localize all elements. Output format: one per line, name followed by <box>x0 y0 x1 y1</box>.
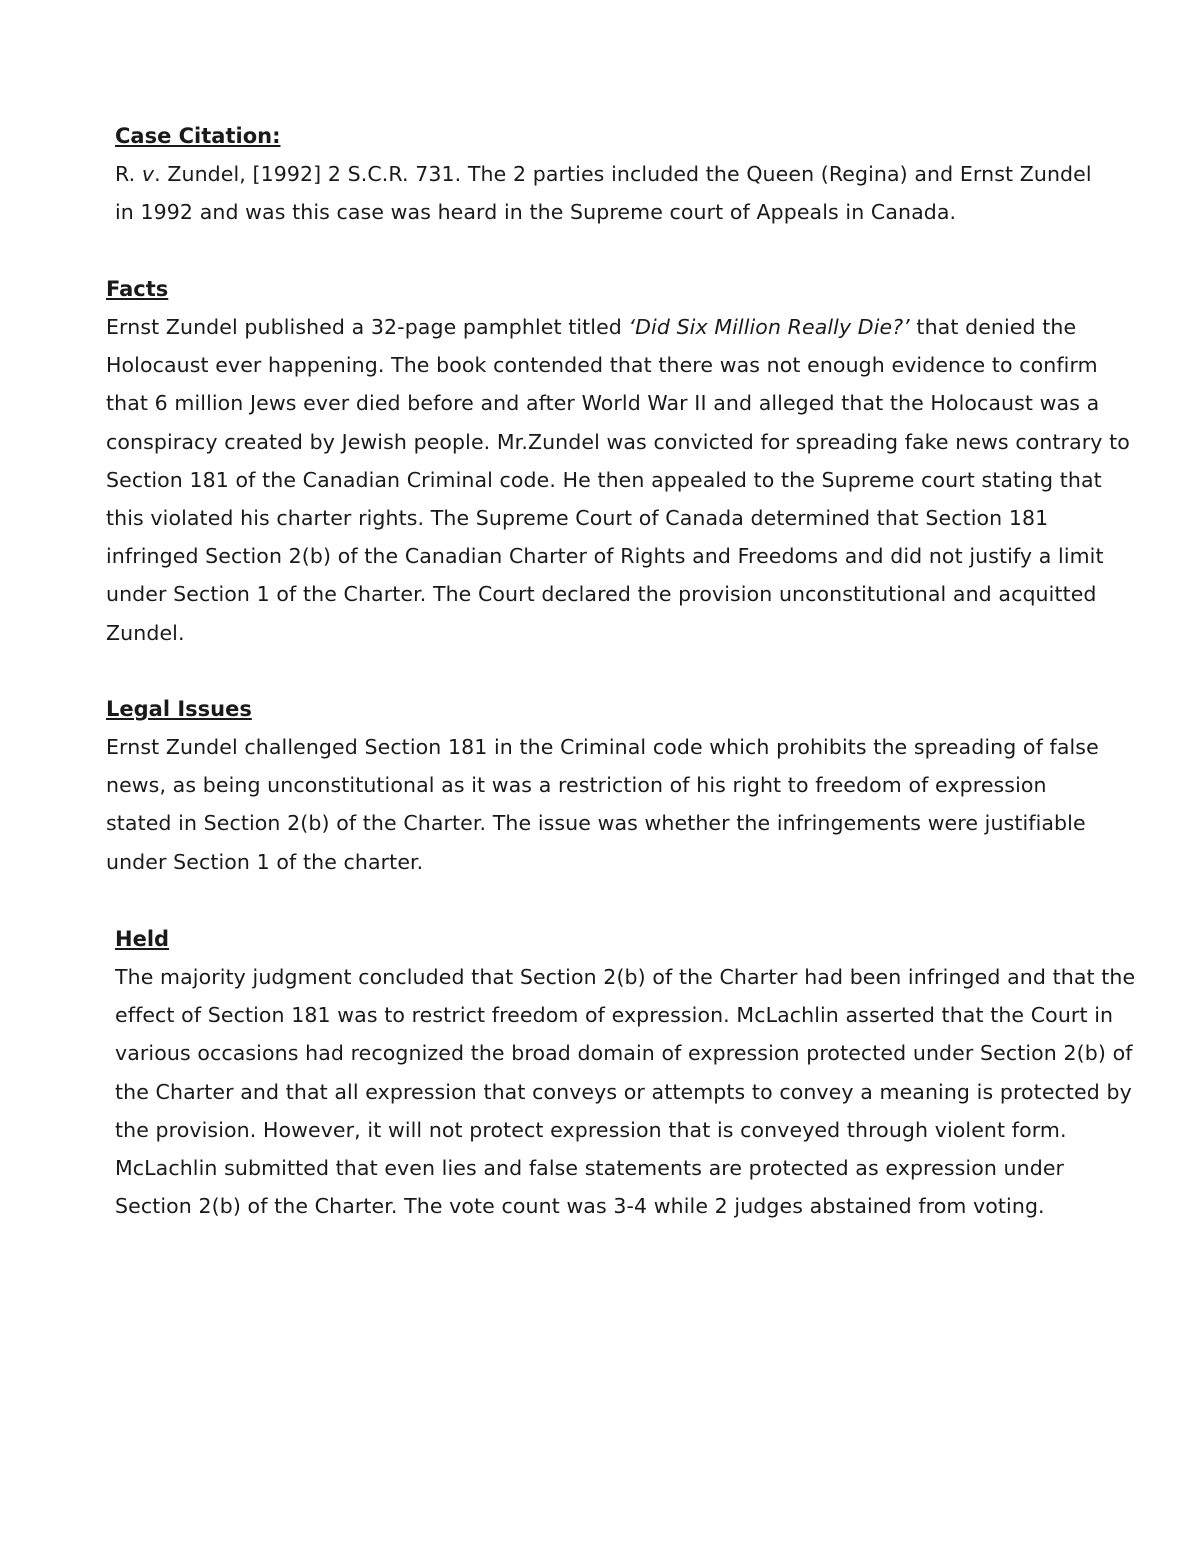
legal-issues-section <box>106 690 1106 881</box>
citation-text-italic: v <box>141 162 155 186</box>
citation-text-suffix: . Zundel, [1992] 2 S.C.R. 731. The 2 parties included the Queen (Regina) and Ernst Zundel in 1992 and was this case was heard in the Supreme court of Appeals in Canada. <box>115 162 1092 225</box>
facts-text-prefix: Ernst Zundel published a 32-page pamphlet titled <box>106 315 629 339</box>
held-heading: Held <box>115 927 170 951</box>
case-citation-section <box>115 117 1115 231</box>
facts-text-suffix: that denied the Holocaust ever happening. The book contended that there was not enough evidence to confirm that 6 million Jews ever died before and after World War II and alleged that the Holocaust was a conspiracy created by Jewish people. Mr.Zundel was convicted for spreading fake news contrary to Section 181 of the Canadian Criminal code. He then appealed to the Supreme court stating that this violated his charter rights. The Supreme Court of Canada determined that Section 181 infringed Section 2(b) of the Canadian Charter of Rights and Freedoms and did not justify a limit under Section 1 of the Charter. The Court declared the provision unconstitutional and acquitted Zundel. <box>106 315 1130 645</box>
case-citation-text <box>115 155 1115 231</box>
held-section <box>115 920 1145 1225</box>
pamphlet-title: ‘Did Six Million Really Die?’ <box>628 315 910 339</box>
citation-text-prefix: R. <box>115 162 142 186</box>
facts-section <box>106 270 1146 652</box>
case-citation-heading: Case Citation: <box>115 124 281 148</box>
facts-text <box>106 308 1146 652</box>
held-text: The majority judgment concluded that Section 2(b) of the Charter had been infringed and that the effect of Section 181 was to restrict freedom of expression. McLachlin asserted that the Court in various occasions had recognized the broad domain of expression protected under Section 2(b) of the Charter and that all expression that conveys or attempts to convey a meaning is protected by the provision. However, it will not protect expression that is conveyed through violent form. McLachlin submitted that even lies and false statements are protected as expression under Section 2(b) of the Charter. The vote count was 3-4 while 2 judges abstained from voting. <box>115 965 1136 1219</box>
facts-heading: Facts <box>106 277 169 301</box>
legal-issues-text: Ernst Zundel challenged Section 181 in the Criminal code which prohibits the spreading of false news, as being unconstitutional as it was a restriction of his right to freedom of expression stated in Section 2(b) of the Charter. The issue was whether the infringements were justifiable under Section 1 of the charter. <box>106 735 1099 874</box>
legal-issues-heading: Legal Issues <box>106 697 252 721</box>
